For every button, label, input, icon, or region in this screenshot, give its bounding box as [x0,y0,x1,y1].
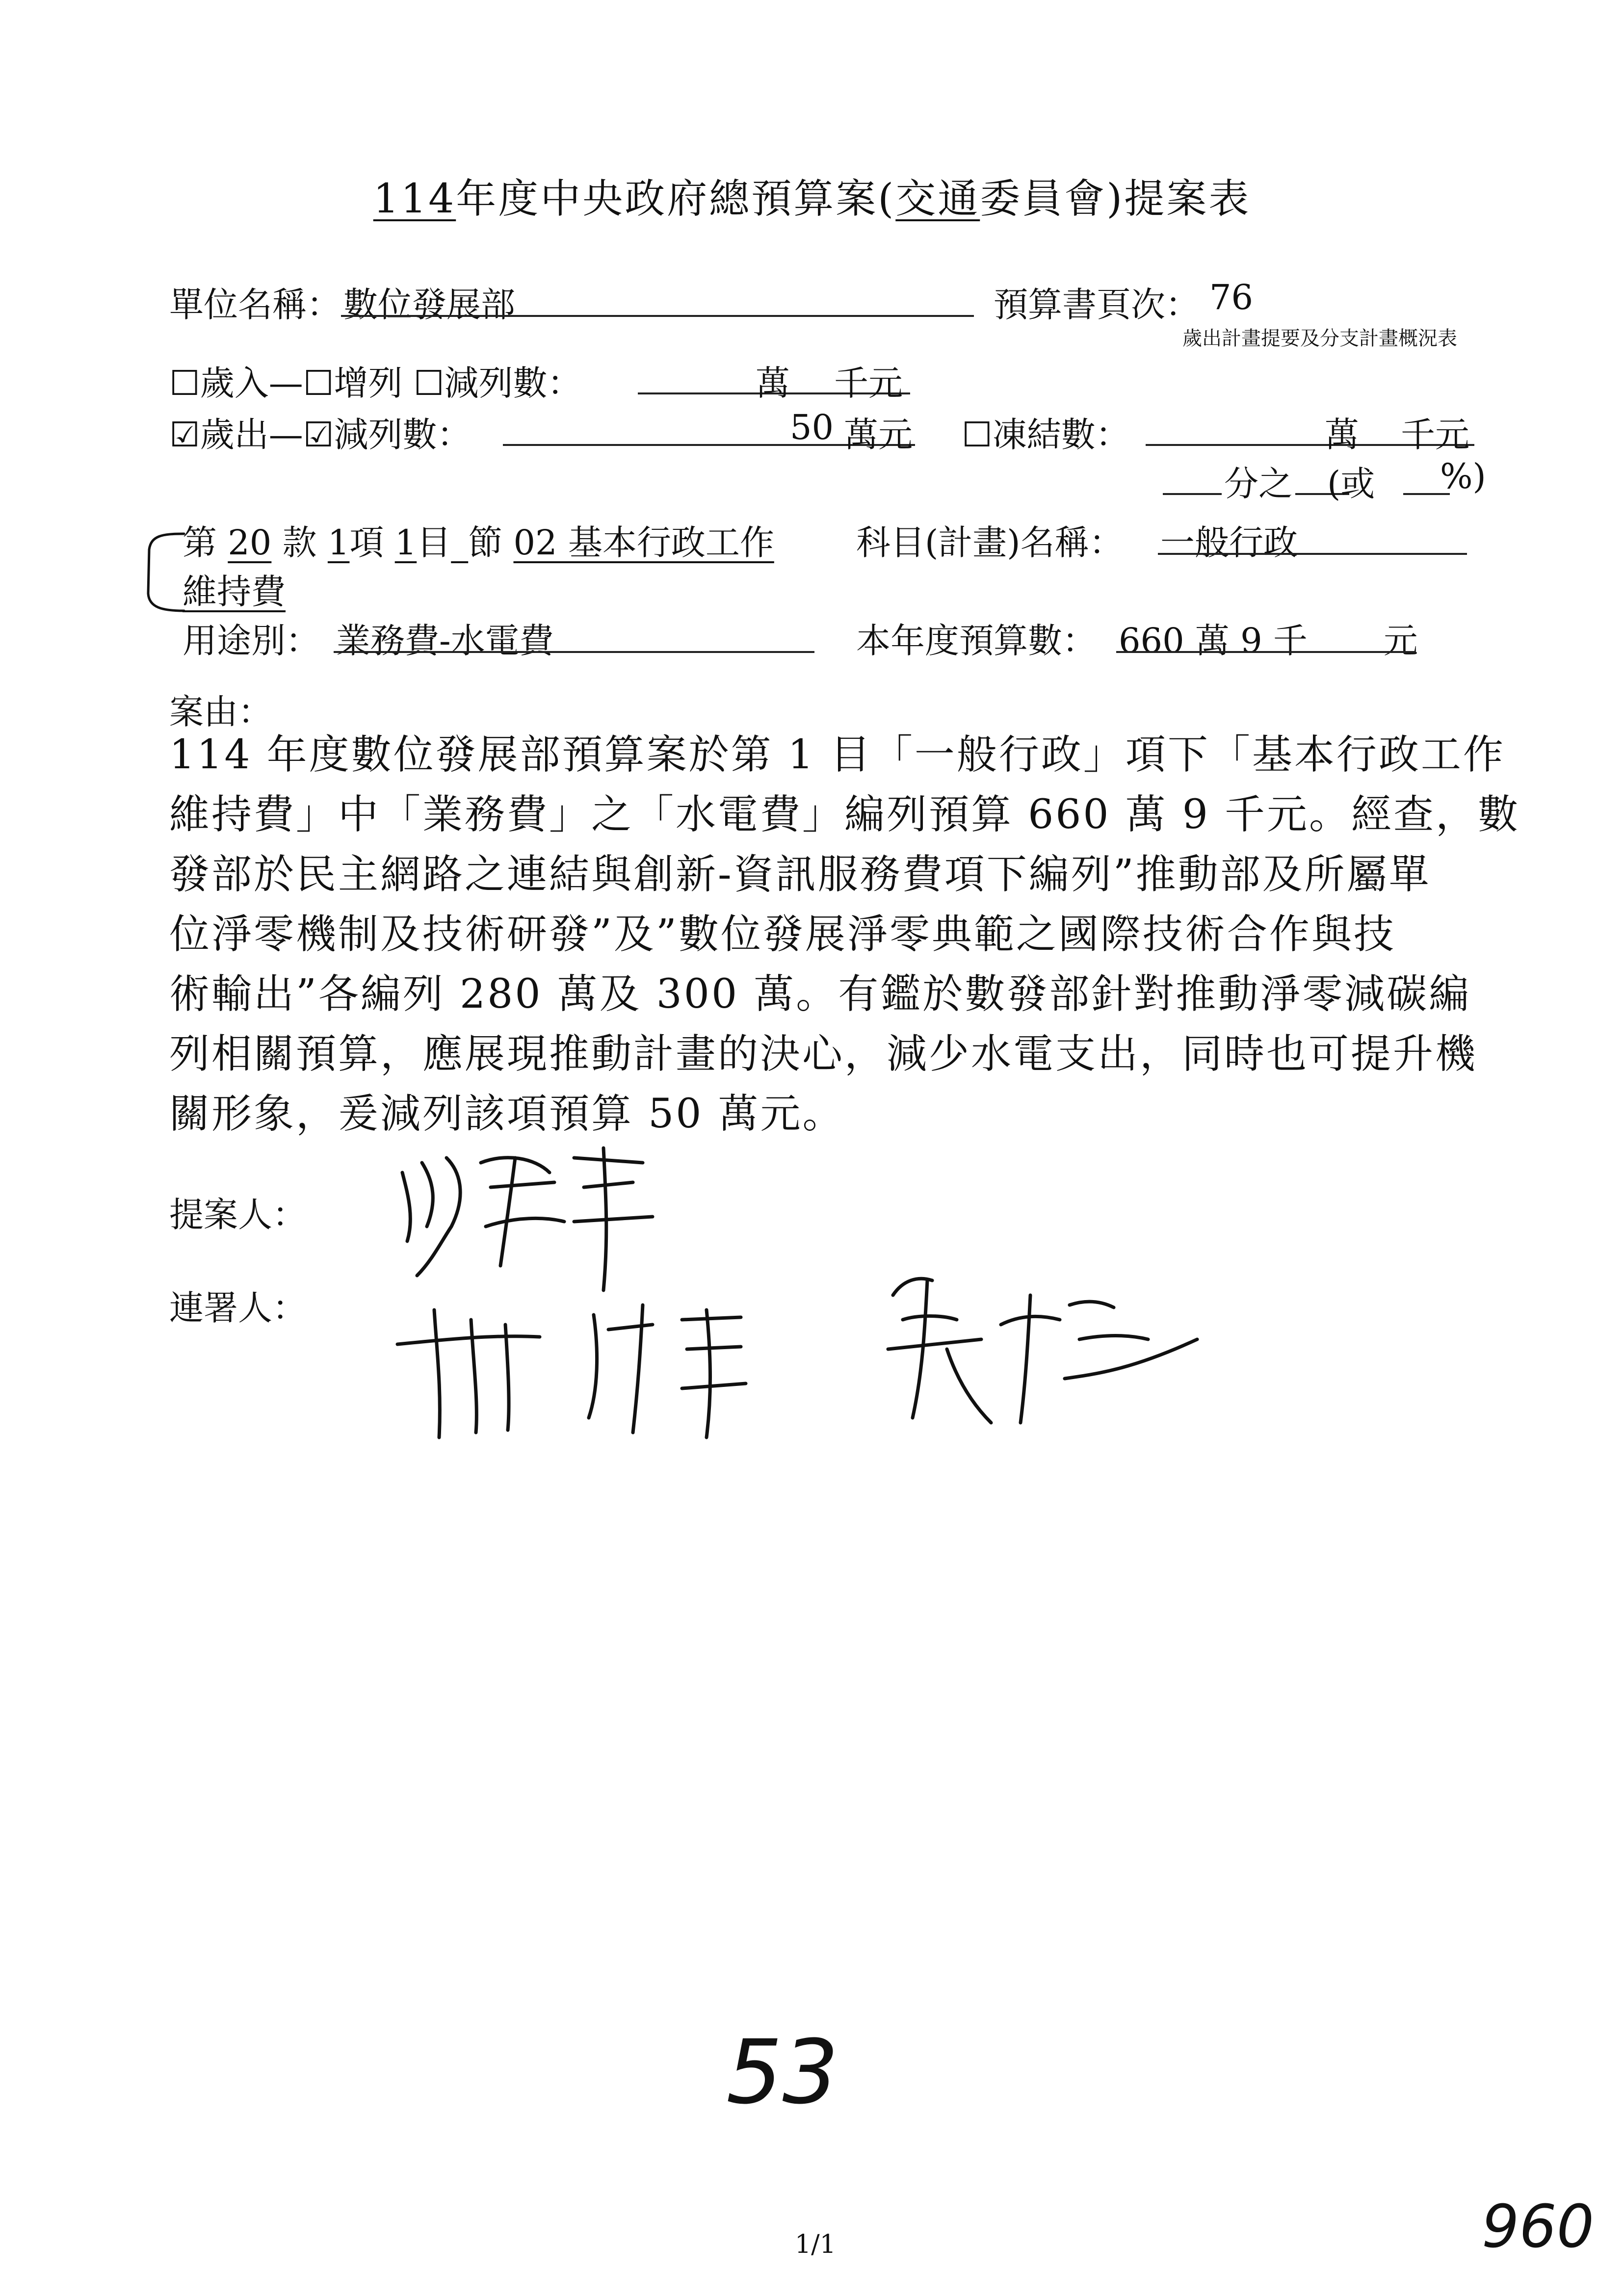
expense-checkboxes: ☑歲出—☑減列數： [169,415,471,455]
title-part1: 年度中央政府總預算案( [456,176,896,222]
item-jie-blank [451,522,468,563]
unit-value: 數位發展部 [343,285,515,325]
subject-label: 科目(計畫)名稱： [856,522,1124,563]
budget-unit: 元 [1384,621,1418,661]
revenue-checkboxes: ☐歲入—☐增列 ☐減列數： [169,363,582,403]
cosigner-signature-2 [873,1266,1217,1433]
proposer-signature [388,1143,662,1300]
reason-label: 案由： [169,692,272,732]
item-row [183,515,774,565]
reason-line: 關形象，爰減列該項預算 50 萬元。 [169,1091,845,1137]
budget-value: 660 萬 9 千 [1119,621,1308,661]
reason-line: 術輸出”各編列 280 萬及 300 萬。有鑑於數發部針對推動淨零減碳編 [169,971,1471,1018]
item-xiang-no: 1 [327,522,350,563]
budget-label: 本年度預算數： [856,621,1097,661]
page-ref-value: 76 [1209,277,1254,317]
item-mu-no: 1 [394,522,417,563]
item-jie-name: 02 基本行政工作 [513,522,774,563]
unit-label: 單位名稱： [169,285,341,325]
proposer-label: 提案人： [169,1195,307,1235]
revenue-wan: 萬 [756,363,790,403]
item-jie-name-cont: 維持費 [183,572,286,612]
expense-wan-yuan: 萬元 [844,415,913,455]
reason-line: 列相關預算，應展現推動計畫的決心，減少水電支出，同時也可提升機 [169,1031,1478,1077]
subject-underline [1158,553,1467,555]
reason-text [169,725,1520,1144]
handwritten-corner: 960 [1482,2193,1595,2261]
title-committee: 交通 [895,176,980,222]
unit-underline [341,315,974,317]
reason-line: 114 年度數位發展部預算案於第 1 目「一般行政」項下「基本行政工作 [169,731,1505,778]
item-kuan-no: 20 [228,522,272,563]
cosigners-label: 連署人： [169,1288,307,1328]
usage-value: 業務費-水電費 [336,621,554,661]
item-kuan: 款 [282,522,317,563]
page-ref-note: 歲出計畫提要及分支計畫概況表 [1182,327,1457,350]
reason-line: 位淨零機制及技術研發”及”數位發展淨零典範之國際技術合作與技 [169,911,1396,958]
page-ref-label: 預算書頁次： [994,285,1200,325]
fraction-blank-1 [1163,493,1222,495]
usage-underline [334,651,814,653]
fraction-fen-zhi: 分之 [1224,464,1293,504]
bracket-mark [142,530,186,618]
subject-value: 一般行政 [1160,522,1298,563]
item-jie: 節 [468,522,503,563]
reason-line: 發部於民主網路之連結與創新-資訊服務費項下編列”推動部及所屬單 [169,851,1431,898]
handwritten-number: 53 [726,2021,839,2124]
budget-underline [1116,651,1415,653]
freeze-qian-yuan: 千元 [1401,415,1469,455]
item-xiang: 項 [349,522,384,563]
reason-line: 維持費」中「業務費」之「水電費」編列預算 660 萬 9 千元。經查，數 [169,791,1520,838]
item-di: 第 [183,522,217,563]
fraction-percent: %) [1440,456,1486,496]
page-footer: 1/1 [795,2230,836,2259]
title-part2: 委員會)提案表 [980,176,1251,222]
revenue-qian-yuan: 千元 [834,363,903,403]
title-year: 114 [373,176,456,222]
freeze-label: ☐凍結數： [962,415,1130,455]
freeze-wan: 萬 [1325,415,1359,455]
expense-amount: 50 [790,407,834,447]
usage-label: 用途別： [183,621,320,661]
page-title [0,167,1624,224]
item-mu: 目 [417,522,451,563]
cosigner-signature-1 [388,1290,829,1452]
fraction-huo: (或 [1327,464,1375,504]
